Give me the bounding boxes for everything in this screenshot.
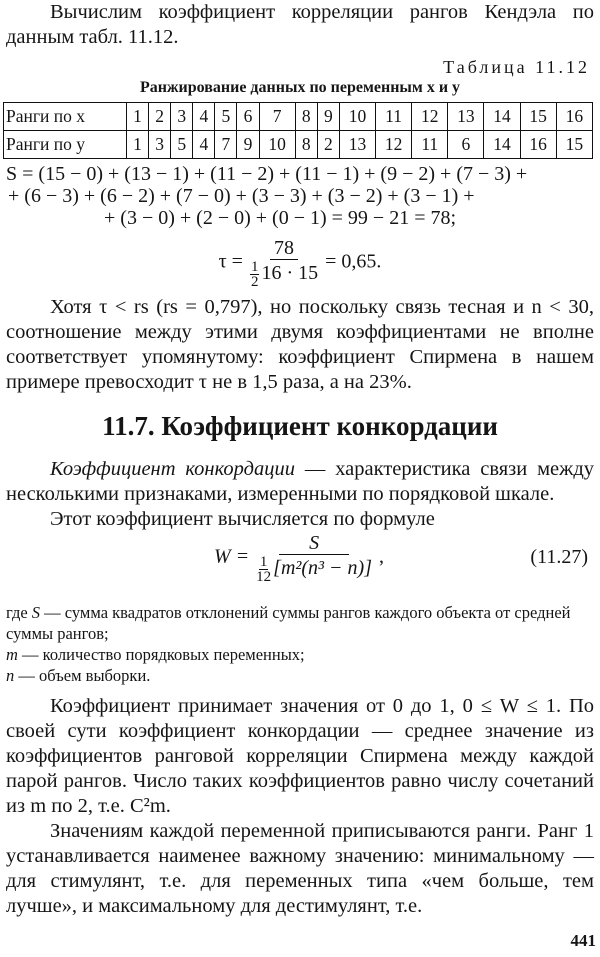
w-numerator: S (279, 532, 349, 555)
where-item (6, 665, 594, 686)
table-cell: 4 (193, 103, 215, 131)
section-heading: 11.7. Коэффициент конкордации (102, 411, 498, 441)
equation-number: (11.27) (530, 546, 588, 568)
tau-denominator-rest: 16 · 15 (261, 262, 319, 285)
table-cell: 2 (317, 131, 339, 159)
table-cell: 1 (127, 103, 149, 131)
half-num: 1 (250, 259, 259, 275)
table-cell: 10 (339, 103, 375, 131)
row-label: Ранги по y (4, 131, 127, 159)
tau-formula (6, 237, 594, 289)
where-item (6, 602, 594, 644)
table-cell: 3 (149, 131, 171, 159)
where-block (6, 602, 594, 686)
tau-fraction (248, 237, 320, 289)
table-cell: 13 (448, 103, 484, 131)
where-lead: где (6, 603, 28, 622)
where-item (6, 644, 594, 665)
table-cell: 13 (339, 131, 375, 159)
w-tail: , (378, 545, 384, 568)
w-formula (6, 532, 594, 598)
where-symbol: n (6, 666, 15, 685)
w-fraction (254, 532, 374, 584)
where-text: — количество порядковых переменных; (22, 645, 305, 664)
where-symbol: m (6, 645, 18, 664)
table-cell: 10 (259, 131, 295, 159)
definition-term: Коэффициент конкордации (50, 458, 295, 480)
table-cell: 15 (556, 131, 592, 159)
table-cell: 16 (520, 131, 556, 159)
table-cell: 14 (484, 103, 520, 131)
table-cell: 5 (215, 103, 237, 131)
where-symbol: S (31, 603, 41, 622)
coef-fraction (256, 555, 271, 584)
paragraph-compare: Хотя τ < rs (rs = 0,797), но поскольку связь тесная и n < 30, соотношение между этими двумя коэффициентами не вполне соответствует упомянутому: коэффициент Спирмена в нашем примере превосходит τ не в 1,5 раза, а на 23%. (6, 296, 594, 393)
tau-result: = 0,65. (325, 250, 382, 273)
table-cell: 8 (295, 103, 317, 131)
tau-numerator: 78 (270, 237, 298, 260)
coef-num: 1 (259, 554, 268, 570)
half-den: 2 (250, 274, 259, 290)
table-cell: 6 (237, 103, 259, 131)
where-text: — сумма квадратов отклонений суммы рангов каждого объекта от средней суммы рангов; (6, 603, 571, 643)
s-formula-line: + (6 − 3) + (6 − 2) + (7 − 0) + (3 − 3) + (3 − 2) + (3 − 1) + (8, 185, 475, 207)
table-cell: 6 (448, 131, 484, 159)
table-cell: 4 (193, 131, 215, 159)
tau-denominator (248, 260, 320, 289)
page-number: 441 (570, 931, 596, 950)
w-denominator (254, 555, 374, 584)
intro-paragraph: Вычислим коэффициент корреляции рангов Кендэла по данным табл. 11.12. (6, 1, 594, 48)
w-lhs: W = (214, 545, 250, 568)
tau-lhs: τ = (218, 250, 243, 273)
book-page (6, 0, 594, 957)
table-cell: 11 (376, 103, 412, 131)
table-row (4, 103, 593, 131)
table-cell: 9 (317, 103, 339, 131)
table-cell: 12 (376, 131, 412, 159)
table-cell: 8 (295, 131, 317, 159)
table-cell: 11 (412, 131, 448, 159)
table-cell: 12 (412, 103, 448, 131)
paragraph-values: Коэффициент принимает значения от 0 до 1, 0 ≤ W ≤ 1. По своей сути коэффициент конкордации — среднее значение из коэффициентов ранговой корреляции Спирмена между каждой парой рангов. Число таких коэффициентов равно числу сочетаний из m по 2, т.е. C²m. (6, 695, 594, 817)
coef-den: 12 (256, 569, 272, 585)
s-formula-line: S = (15 − 0) + (13 − 1) + (11 − 2) + (11 − 1) + (9 − 2) + (7 − 3) + (6, 163, 528, 185)
formula-intro: Этот коэффициент вычисляется по формуле (50, 508, 435, 530)
w-bracket: [m²(n³ − n)] (273, 557, 372, 580)
s-formula-line: + (3 − 0) + (2 − 0) + (0 − 1) = 99 − 21 = 78; (104, 207, 457, 229)
where-text: — объем выборки. (18, 666, 151, 685)
table-cell: 16 (556, 103, 592, 131)
ranking-table (3, 102, 593, 159)
paragraph-ranks: Значениям каждой переменной приписываются ранги. Ранг 1 устанавливается наименее важному значению: минимальному — для стимулянт, т.е. для переменных типа «чем больше, тем лучше», и максимальному для дестимулянт, т.е. (6, 820, 594, 917)
table-row (4, 131, 593, 159)
table-cell: 7 (215, 131, 237, 159)
s-formula (6, 163, 594, 229)
definition-paragraph (6, 457, 594, 507)
table-title: Ранжирование данных по переменным x и y (139, 79, 461, 96)
table-cell: 1 (127, 131, 149, 159)
row-label: Ранги по x (4, 103, 127, 131)
table-cell: 14 (484, 131, 520, 159)
table-cell: 7 (259, 103, 295, 131)
table-number: Таблица 11.12 (443, 57, 590, 77)
definition-rest: — характеристика связи между несколькими признаками, измеренными по порядковой шкале. (6, 458, 594, 505)
table-cell: 5 (171, 131, 193, 159)
table-cell: 3 (171, 103, 193, 131)
table-cell: 9 (237, 131, 259, 159)
half-fraction (250, 260, 260, 289)
table-cell: 15 (520, 103, 556, 131)
table-cell: 2 (149, 103, 171, 131)
